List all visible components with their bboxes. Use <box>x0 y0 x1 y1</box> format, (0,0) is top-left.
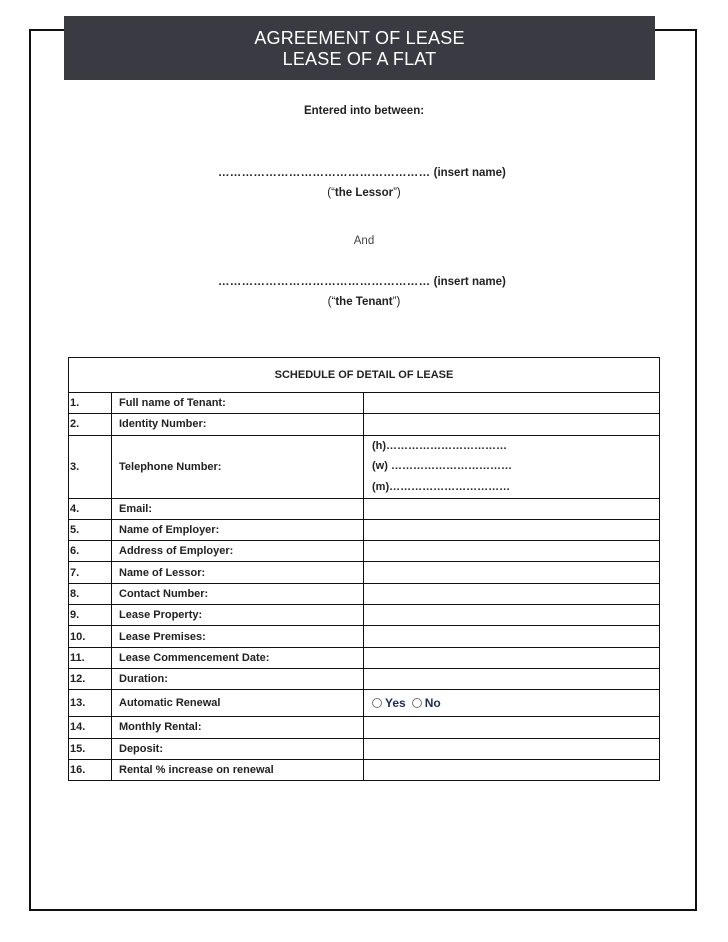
lessor-role-open: (“ <box>327 187 335 199</box>
lessor-role-close: ”) <box>393 187 401 199</box>
row-number: 4. <box>69 498 112 519</box>
row-label: Email: <box>112 498 364 519</box>
row-label: Contact Number: <box>112 583 364 604</box>
row-number: 11. <box>69 647 112 668</box>
row-number: 12. <box>69 668 112 689</box>
duration-field[interactable] <box>364 668 660 689</box>
phone-work-field[interactable]: (w) …………………………… <box>372 460 512 473</box>
row-number: 5. <box>69 519 112 540</box>
row-number: 2. <box>69 414 112 435</box>
row-label: Rental % increase on renewal <box>112 759 364 780</box>
row-label: Lease Premises: <box>112 626 364 647</box>
table-row <box>69 690 660 717</box>
tenant-role-label: the Tenant <box>335 296 393 308</box>
row-number: 1. <box>69 393 112 414</box>
row-label: Duration: <box>112 668 364 689</box>
table-row <box>69 498 660 519</box>
email-field[interactable] <box>364 498 660 519</box>
schedule-table <box>68 357 660 781</box>
renewal-yes-radio[interactable] <box>372 698 382 708</box>
table-row <box>69 393 660 414</box>
tenant-role-close: ”) <box>392 296 401 308</box>
row-label: Lease Commencement Date: <box>112 647 364 668</box>
document-subtitle: LEASE OF A FLAT <box>282 49 437 69</box>
title-banner <box>64 16 655 80</box>
table-row <box>69 738 660 759</box>
and-text: And <box>353 235 375 247</box>
row-number: 6. <box>69 541 112 562</box>
table-row <box>69 668 660 689</box>
row-label: Address of Employer: <box>112 541 364 562</box>
table-row <box>69 647 660 668</box>
tenant-role <box>0 296 728 308</box>
automatic-renewal-cell <box>364 690 660 717</box>
row-number: 9. <box>69 605 112 626</box>
lessor-insert-label: (insert name) <box>433 167 506 179</box>
schedule-header-row <box>69 358 660 393</box>
row-number: 8. <box>69 583 112 604</box>
tenant-name-dots: ……………………………………………… <box>218 276 431 288</box>
lease-property-field[interactable] <box>364 605 660 626</box>
table-row <box>69 583 660 604</box>
table-row <box>69 562 660 583</box>
employer-address-field[interactable] <box>364 541 660 562</box>
row-label: Deposit: <box>112 738 364 759</box>
row-number: 15. <box>69 738 112 759</box>
phone-home-field[interactable]: (h)…………………………… <box>372 439 508 452</box>
row-number: 16. <box>69 759 112 780</box>
table-row <box>69 605 660 626</box>
tenant-name-field[interactable] <box>218 276 506 288</box>
row-label: Lease Property: <box>112 605 364 626</box>
row-label: Name of Employer: <box>112 519 364 540</box>
table-row <box>69 626 660 647</box>
row-number: 3. <box>69 435 112 498</box>
lessor-name-dots: ……………………………………………… <box>218 167 431 179</box>
document-title: AGREEMENT OF LEASE <box>254 28 465 48</box>
rental-increase-field[interactable] <box>364 759 660 780</box>
row-number: 13. <box>69 690 112 717</box>
schedule-title: SCHEDULE OF DETAIL OF LEASE <box>69 358 660 393</box>
table-row <box>69 414 660 435</box>
renewal-yes-label: Yes <box>385 696 406 711</box>
monthly-rental-field[interactable] <box>364 717 660 738</box>
row-number: 7. <box>69 562 112 583</box>
employer-name-field[interactable] <box>364 519 660 540</box>
table-row <box>69 519 660 540</box>
telephone-number-cell <box>364 435 660 498</box>
row-label: Automatic Renewal <box>112 690 364 717</box>
table-row <box>69 435 660 498</box>
table-row <box>69 541 660 562</box>
tenant-role-open: (“ <box>327 296 336 308</box>
tenant-insert-label: (insert name) <box>433 276 506 288</box>
commencement-date-field[interactable] <box>364 647 660 668</box>
renewal-no-label: No <box>424 696 441 711</box>
identity-number-field[interactable] <box>364 414 660 435</box>
table-row <box>69 759 660 780</box>
row-label: Name of Lessor: <box>112 562 364 583</box>
tenant-full-name-field[interactable] <box>364 393 660 414</box>
renewal-no-radio[interactable] <box>412 698 422 708</box>
row-label: Full name of Tenant: <box>112 393 364 414</box>
table-row <box>69 717 660 738</box>
contact-number-field[interactable] <box>364 583 660 604</box>
deposit-field[interactable] <box>364 738 660 759</box>
lessor-role-label: the Lessor <box>334 187 394 199</box>
entered-into-heading: Entered into between: <box>303 105 425 117</box>
lessor-name-table-field[interactable] <box>364 562 660 583</box>
phone-mobile-field[interactable]: (m)…………………………… <box>372 480 511 493</box>
row-label: Telephone Number: <box>112 435 364 498</box>
row-number: 10. <box>69 626 112 647</box>
lessor-name-field[interactable] <box>218 167 506 179</box>
row-number: 14. <box>69 717 112 738</box>
lease-premises-field[interactable] <box>364 626 660 647</box>
row-label: Identity Number: <box>112 414 364 435</box>
row-label: Monthly Rental: <box>112 717 364 738</box>
lessor-role <box>0 187 728 199</box>
